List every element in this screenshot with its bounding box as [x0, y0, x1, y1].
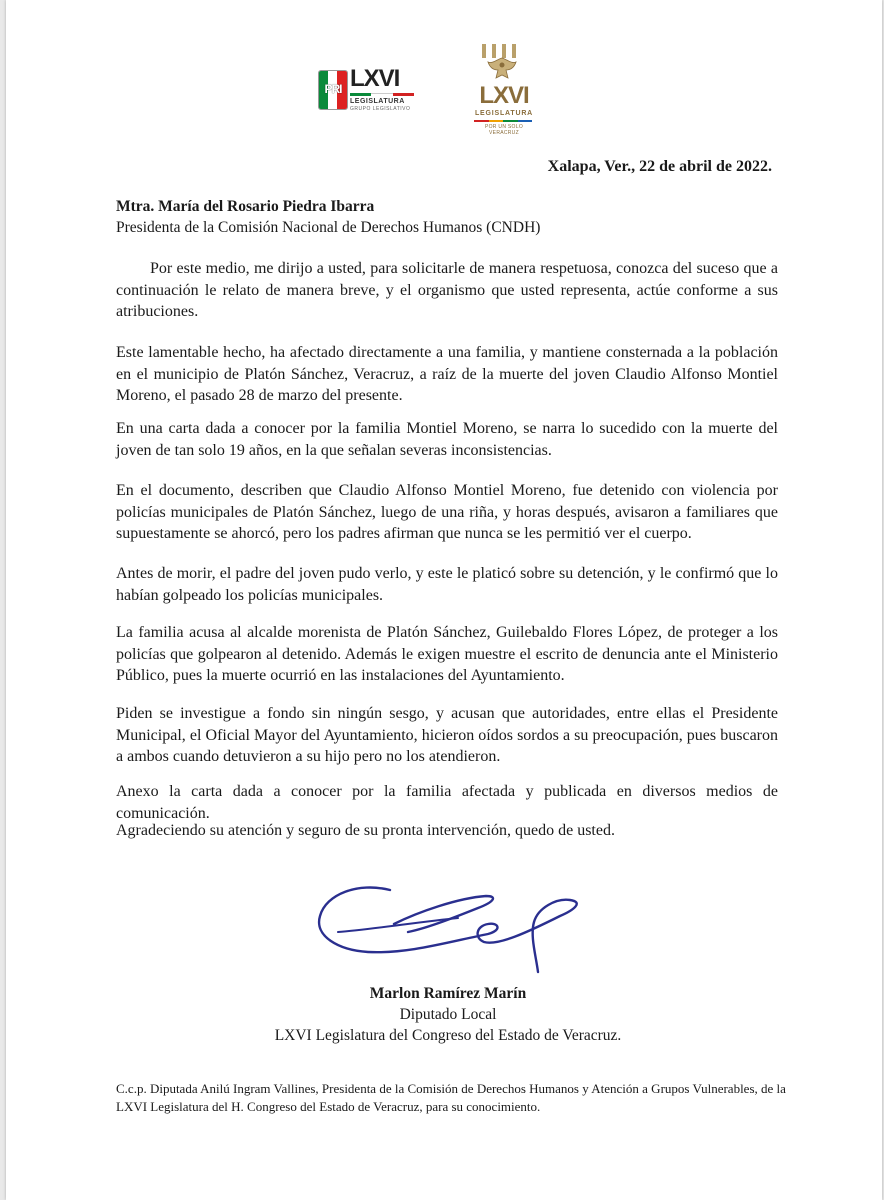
pri-logo-title: LXVI [350, 65, 400, 92]
body-paragraph-7: Piden se investigue a fondo sin ningún sesgo, y acusan que autoridades, entre ellas el Presidente Municipal, el Oficial Mayor del Ayuntamiento, hicieron oídos sordos a su preocupación, pues buscaron a ambos cuando detuvieron a su hijo pero no los atendieron. [116, 705, 778, 765]
signer-organization: LXVI Legislatura del Congreso del Estado de Veracruz. [274, 1027, 622, 1044]
pri-badge-icon [318, 70, 348, 110]
handwritten-signature [298, 872, 598, 982]
body-paragraph-5: Antes de morir, el padre del joven pudo verlo, y este le platicó sobre su detención, y le confirmó que lo habían golpeado los policías municipales. [116, 565, 778, 604]
letter-date: Xalapa, Ver., 22 de abril de 2022. [547, 158, 772, 175]
body-paragraph-2: Este lamentable hecho, ha afectado directamente a una familia, y mantiene consternada a la población en el municipio de Platón Sánchez, Veracruz, a raíz de la muerte del joven Claudio Alfonso Montiel Moreno, el pasado 28 de marzo del presente. [116, 344, 778, 404]
pri-logo [318, 66, 428, 112]
legislatura-logo-title: LXVI [479, 82, 529, 109]
body-paragraph-4: En el documento, describen que Claudio Alfonso Montiel Moreno, fue detenido con violencia por policías municipales de Platón Sánchez, luego de una riña, y horas después, avisaron a familiares que supuestamente se ahorcó, pero los padres afirman que nunca se les permitió ver el cuerpo. [116, 482, 778, 542]
pri-logo-line1: LEGISLATURA [350, 98, 405, 105]
signer-role: Diputado Local [399, 1006, 497, 1023]
legislatura-logo-stripes [474, 120, 532, 122]
pri-badge-text: PRI [324, 82, 342, 96]
body-paragraph-6: La familia acusa al alcalde morenista de Platón Sánchez, Guilebaldo Flores López, de proteger a los policías que golpearon al detenido. Además le exigen muestre el escrito de denuncia ante el Ministerio Público, pues la muerte ocurrió en las instalaciones del Ayuntamiento. [116, 624, 778, 684]
pri-logo-line2: GRUPO LEGISLATIVO [350, 106, 411, 112]
legislatura-logo-line2: POR UN SOLO VERACRUZ [484, 124, 524, 136]
body-paragraph-1: Por este medio, me dirijo a usted, para solicitarle de manera respetuosa, conozca del suceso que a continuación le relato de manera breve, y el organismo que usted representa, actúe conforme a sus atribuciones. [116, 260, 778, 320]
letter-page [6, 0, 882, 1200]
signer-name: Marlon Ramírez Marín [369, 985, 527, 1002]
body-paragraph-3: En una carta dada a conocer por la familia Montiel Moreno, se narra lo sucedido con la muerte del joven de tan solo 19 años, en la que señalan severas inconsistencias. [116, 420, 778, 459]
recipient-name: Mtra. María del Rosario Piedra Ibarra [116, 198, 375, 215]
pri-logo-stripes [350, 93, 414, 96]
carbon-copy-note: C.c.p. Diputada Anilú Ingram Vallines, Presidenta de la Comisión de Derechos Humanos y Atención a Grupos Vulnerables, de la LXVI Legislatura del H. Congreso del Estado de Veracruz, para su conocimiento. [116, 1081, 786, 1114]
eagle-emblem-icon [484, 56, 520, 82]
body-paragraph-8: Anexo la carta dada a conocer por la familia afectada y publicada en diversos medios de comunicación. [116, 783, 778, 822]
recipient-title: Presidenta de la Comisión Nacional de Derechos Humanos (CNDH) [116, 219, 541, 236]
body-paragraph-9: Agradeciendo su atención y seguro de su pronta intervención, quedo de usted. [116, 822, 615, 839]
legislatura-logo-line1: LEGISLATURA [474, 110, 534, 117]
legislatura-logo [468, 44, 536, 134]
